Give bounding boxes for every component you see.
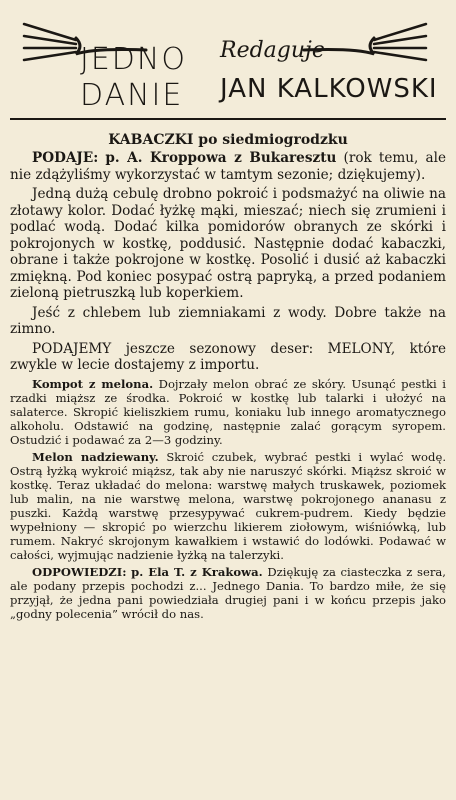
- column-name: [80, 42, 187, 114]
- column-header: [10, 6, 446, 120]
- recipe-title: KABACZKI po siedmiogrodzku: [108, 132, 348, 148]
- intro-lead: PODAJE:: [32, 150, 99, 166]
- editor-label: Redaguje: [220, 38, 325, 63]
- editor-name: JAN KALKOWSKI: [220, 74, 438, 104]
- kompot-title: Kompot z melona.: [32, 376, 154, 391]
- kompot-paragraph: [10, 377, 446, 447]
- dessert-paragraph: [10, 341, 446, 374]
- dessert-lead: PODAJEMY: [32, 340, 112, 357]
- column-name-line-2: DANIE: [80, 78, 184, 113]
- dessert-rest: jeszcze sezonowy deser: MELONY, które zwykle w lecie dostajemy z importu.: [10, 340, 446, 373]
- intro-rest: (rok temu, ale nie zdążyliśmy wykorzystać w tamtym sezonie; dziękujemy).: [10, 150, 446, 183]
- answers-to: p. Ela T. z Krakowa.: [131, 564, 263, 579]
- serve-paragraph: Jeść z chlebem lub ziemniakami z wody. Dobre także na zimno.: [10, 304, 446, 337]
- melon-text: Skroić czubek, wybrać pestki i wylać wodę. Ostrą łyżką wykroić miąższ, tak aby nie naruszyć skórki. Miąższ skroić w kostkę. Teraz układać do melona: warstwę małych truskawek, poziomek lub malin, na nie warstwę melona, warstwę pokrojonego ananasu z puszki. Każdą warstwę przesypywać cukrem-pudrem. Kiedy będzie wypełniony — skropić po wierzchu likierem ziołowym, wiśniówką, lub rumem. Nakryć skrojonym kawałkiem i wstawić do lodówki. Podawać w całości, wyjmując nadzienie łyżką na talerzyki.: [10, 449, 447, 562]
- answers-text: Dziękuję za ciasteczka z sera, ale podany przepis pochodzi z... Jednego Dania. To bardzo miłe, że się przyjął, że jedna pani powiedziała drugiej pani i w końcu przepis jako „godny polecenia” wrócił do nas.: [10, 564, 446, 621]
- intro-author: p. A. Kroppowa z Bukaresztu: [105, 150, 337, 166]
- intro-paragraph: [10, 150, 446, 183]
- melon-title: Melon nadziewany.: [32, 449, 159, 464]
- steps-paragraph: Jedną dużą cebulę drobno pokroić i podsmażyć na oliwie na złotawy kolor. Dodać łyżkę mąki, mieszać; niech się zrumieni i podlać wodą. Dodać kilka pomidorów obranych ze skórki i pokrojonych w kostkę, poddusić. Następnie dodać kabaczki, obrane i także pokrojone w kostkę. Posolić i dusić aż kabaczki zmiękną. Pod koniec posypać ostrą papryką, a przed podaniem zieloną pietruszką lub koperkiem.: [10, 186, 446, 301]
- answers-lead: ODPOWIEDZI:: [32, 564, 127, 579]
- melon-paragraph: [10, 450, 446, 562]
- answers-paragraph: [10, 565, 446, 621]
- column-name-line-1: JEDNO: [80, 42, 187, 77]
- kompot-text: Dojrzały melon obrać ze skóry. Usunąć pestki i rzadki miąższ ze środka. Pokroić w kostkę lub talarki i ułożyć na salaterce. Skropić kieliszkiem rumu, koniaku lub innego aromatycznego alkoholu. Odstawić na godzinę, następnie zalać gorącym syropem. Ostudzić i podawać za 2—3 godziny.: [10, 376, 447, 447]
